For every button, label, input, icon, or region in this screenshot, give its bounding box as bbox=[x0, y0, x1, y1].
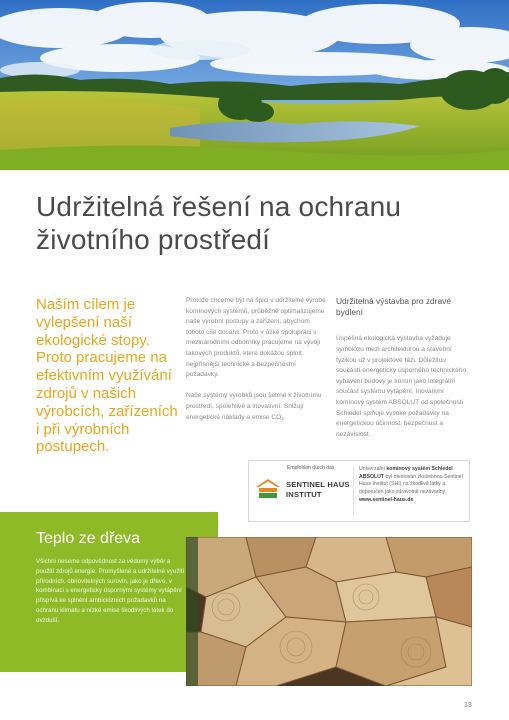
sentinel-haus-badge bbox=[248, 460, 470, 522]
badge-description: Univerzální komínový systém Schiedel ABSOLUT byl otestován zkušebnou Sentinel Haus Institut (SHI) na škodlivé látky a doporučen jako zdravotně nezávadný. www.sentinel-haus.de bbox=[359, 466, 463, 503]
hero-landscape-image bbox=[0, 0, 509, 170]
green-panel-body: Všichni neseme odpovědnost za vědomý výběr a použití zdrojů energie. Promyšlené a udržitelné využití přírodních, obnovitelných surovin, jako je dřevo, v kombinaci s energeticky úspornými systémy vytápění přispívá ke splnění ambiciózních požadavků na ochranu klimatu a nízké emise škodlivých látek do ovzduší. bbox=[36, 558, 185, 624]
column-3-heading: Udržitelná výstavba pro zdravé bydlení bbox=[336, 296, 451, 318]
firewood-image bbox=[186, 537, 472, 686]
column-3 bbox=[336, 296, 470, 440]
badge-name-line-1: SENTINEL HAUS bbox=[286, 480, 350, 489]
column-3-body: Úspěšná ekologická výstavba vyžaduje symbiózu mezi architekturou a stavební fyzikou už v projektové fázi. Důležitou součástí energeticky úsporného technického vybavení budovy je komín jako integrální součást systému vytápění. Inovativní komínový systém ABSOLUT od společnosti Schiedel splňuje vysoké požadavky na energetickou účinnost, bezpečnost a nezávislost. bbox=[336, 335, 467, 438]
column-2 bbox=[186, 296, 326, 435]
badge-url-link[interactable]: www.sentinel-haus.de bbox=[359, 496, 414, 503]
page-title: Udržitelná řešení na ochranu životního prostředí bbox=[36, 191, 402, 255]
badge-name-line-2: INSTITUT bbox=[286, 490, 322, 499]
column-2-paragraph-2: Naše systémy výrobků jsou šetrné k životnímu prostředí, spolehlivé a inovativní. Snižují energetické náklady a emise $CO_2$. bbox=[186, 392, 322, 421]
badge-empfohlen-text: Empfohlen durch das bbox=[287, 465, 335, 471]
green-panel-title: Teplo ze dřeva bbox=[36, 530, 141, 547]
column-2-paragraph-1: Protože chceme být na špici v udržitelné výrobě komínových systémů, průběžně optimalizujeme naše výrobní postupy a zařízení, abychom tohoto cíle dosáhli. Proto v úzké spolupráci s mezinárodními odborníky pracujeme na vývoji takových produktů, které dokážou splnit nejpřísnější technické a bezpečnostní požadavky. bbox=[186, 297, 326, 379]
page-number: 13 bbox=[464, 702, 472, 709]
house-logo-icon bbox=[255, 477, 281, 499]
intro-text: Naším cílem je vylepšení naší ekologické stopy. Proto pracujeme na efektivním využívání zdrojů v našich výrobcích, zařízeních i při výrobních postupech. bbox=[36, 296, 178, 456]
badge-divider bbox=[353, 467, 354, 515]
